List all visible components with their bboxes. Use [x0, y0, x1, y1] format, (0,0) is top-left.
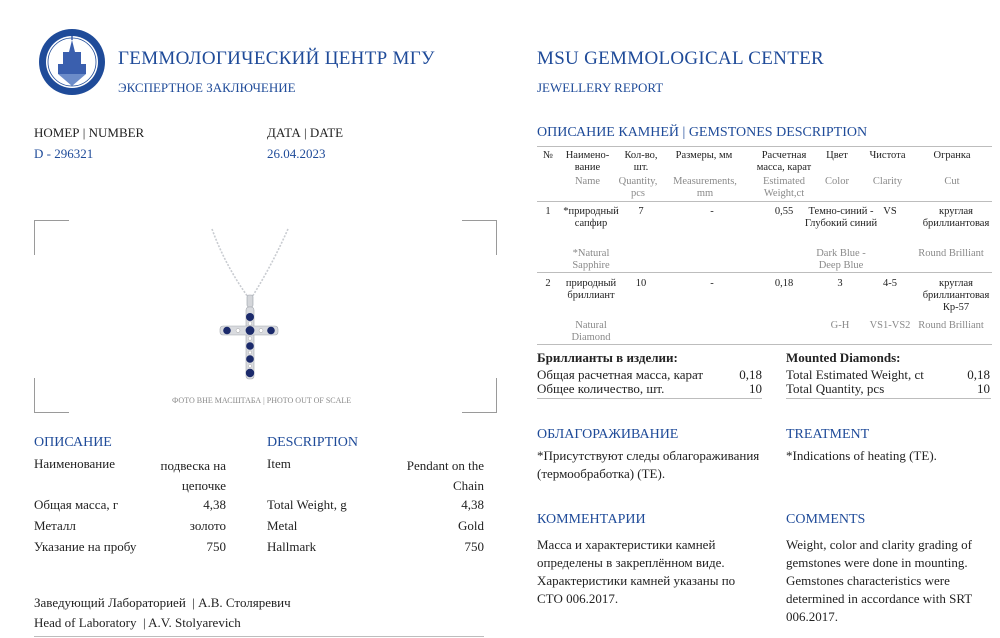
- treatment-ru-text: *Присутствуют следы облагораживания (термообработка) (ТЕ).: [537, 448, 760, 481]
- desc-ru-value: подвеска на цепочке: [160, 458, 226, 493]
- subtitle-ru: ЭКСПЕРТНОЕ ЗАКЛЮЧЕНИЕ: [118, 80, 296, 95]
- number-label: НОМЕР | NUMBER: [34, 125, 145, 140]
- desc-ru-value: 750: [206, 539, 226, 554]
- comments-en-text: Weight, color and clarity grading of gemstones were done in mounting. Gemstones characteristics were determined in accordance with SRT 006.2017.: [786, 537, 972, 624]
- mounted-ru-heading: Бриллианты в изделии:: [537, 350, 678, 365]
- table-cell-color: 3: [837, 278, 843, 289]
- treatment-ru-heading: ОБЛАГОРАЖИВАНИЕ: [537, 427, 679, 442]
- desc-ru-value: 4,38: [203, 497, 226, 512]
- table-header-rule: [537, 201, 992, 202]
- description-ru-heading: ОПИСАНИЕ: [34, 435, 112, 450]
- table-cell-color: Темно-синий - Глубокий синий: [804, 206, 878, 229]
- mounted-ru-value: 0,18: [739, 367, 762, 382]
- signature-divider: [34, 636, 484, 637]
- col-header-qty-en: Quantity, pcs: [618, 176, 658, 199]
- col-header-color: Цвет: [826, 150, 848, 161]
- number-value: D - 296321: [34, 146, 94, 161]
- desc-ru-label: Металл: [34, 518, 76, 533]
- mounted-ru-label: Общая расчетная масса, карат: [537, 367, 704, 382]
- gemstones-heading: ОПИСАНИЕ КАМНЕЙ | GEMSTONES DESCRIPTION: [537, 125, 868, 140]
- desc-en-value: Pendant on the Chain: [406, 458, 484, 493]
- photo-frame-corner: [462, 378, 497, 413]
- desc-en-value: 4,38: [461, 497, 484, 512]
- table-cell-name: *природный сапфир: [563, 206, 619, 229]
- desc-ru-label: Общая масса, г: [34, 497, 119, 512]
- col-header-clarity-en: Clarity: [872, 176, 903, 187]
- col-header-weight-en: Estimated Weight,ct: [763, 176, 805, 199]
- treatment-en-heading: TREATMENT: [786, 427, 870, 442]
- table-row-rule: [537, 272, 992, 273]
- photo-frame-corner: [462, 220, 497, 255]
- comments-ru-heading: КОММЕНТАРИИ: [537, 512, 646, 527]
- title-en: MSU GEMMOLOGICAL CENTER: [537, 48, 824, 69]
- desc-ru-value: золото: [189, 518, 226, 533]
- photo-frame-corner: [34, 220, 69, 255]
- table-top-rule: [537, 146, 992, 147]
- date-label: ДАТА | DATE: [267, 125, 344, 140]
- table-cell-name-en: Natural Diamond: [571, 320, 611, 343]
- desc-en-label: Metal: [267, 518, 298, 533]
- col-header-num: №: [542, 150, 554, 161]
- table-cell-clarity: 4-5: [883, 278, 897, 289]
- col-header-weight: Расчетная масса, карат: [756, 150, 812, 173]
- mounted-en-heading: Mounted Diamonds:: [786, 350, 901, 365]
- mounted-ru-label: Общее количество, шт.: [537, 381, 665, 396]
- desc-en-label: Total Weight, g: [267, 497, 347, 512]
- mounted-en-value: 10: [977, 381, 990, 396]
- table-cell-qty: 10: [635, 278, 647, 289]
- col-header-name-en: Name: [574, 176, 601, 187]
- table-cell-clarity-en: VS1-VS2: [869, 320, 911, 331]
- photo-caption: ФОТО ВНЕ МАСШТАБА | PHOTO OUT OF SCALE: [172, 396, 352, 405]
- table-cell-color-en: G-H: [830, 320, 850, 331]
- desc-ru-label: Указание на пробу: [34, 539, 137, 554]
- desc-ru-label: Наименование: [34, 456, 115, 471]
- mounted-ru-rule: [537, 398, 762, 399]
- title-ru: ГЕММОЛОГИЧЕСКИЙ ЦЕНТР МГУ: [118, 48, 435, 69]
- pendant-photo: [200, 225, 300, 390]
- date-value: 26.04.2023: [267, 146, 326, 161]
- table-bottom-rule: [537, 344, 992, 345]
- table-cell-clarity: VS: [883, 206, 897, 217]
- table-cell-cut: круглая бриллиантовая: [922, 206, 990, 229]
- col-header-size-en: Measurements, mm: [673, 176, 737, 199]
- table-cell-cut: круглая бриллиантовая Кр-57: [922, 278, 990, 313]
- mounted-en-label: Total Quantity, pcs: [786, 381, 885, 396]
- col-header-color-en: Color: [825, 176, 849, 187]
- description-en-heading: DESCRIPTION: [267, 435, 359, 450]
- col-header-cut: Огранка: [933, 150, 971, 161]
- table-cell-num: 1: [545, 206, 551, 217]
- photo-frame-corner: [34, 378, 69, 413]
- desc-en-label: Hallmark: [267, 539, 317, 554]
- desc-en-value: Gold: [458, 518, 484, 533]
- desc-en-value: 750: [464, 539, 484, 554]
- table-cell-weight: 0,18: [774, 278, 794, 289]
- table-cell-cut-en: Round Brilliant: [918, 320, 984, 331]
- table-cell-name-en: *Natural Sapphire: [572, 248, 610, 271]
- table-cell-cut-en: Round Brilliant: [918, 248, 984, 259]
- table-cell-size: -: [710, 206, 714, 217]
- msu-seal-logo: [38, 28, 106, 96]
- table-cell-color-en: Dark Blue - Deep Blue: [816, 248, 866, 271]
- desc-en-label: Item: [267, 456, 291, 471]
- table-cell-qty: 7: [638, 206, 644, 217]
- table-cell-weight: 0,55: [774, 206, 794, 217]
- subtitle-en: JEWELLERY REPORT: [537, 80, 664, 95]
- comments-en-heading: COMMENTS: [786, 512, 866, 527]
- col-header-name: Наимено-вание: [565, 150, 610, 173]
- mounted-en-rule: [786, 398, 991, 399]
- treatment-en-text: *Indications of heating (TE).: [786, 448, 937, 463]
- mounted-en-value: 0,18: [967, 367, 990, 382]
- signature-ru: Заведующий Лабораторией | А.В. Столяревич: [34, 595, 291, 610]
- mounted-ru-value: 10: [749, 381, 762, 396]
- table-cell-size: -: [710, 278, 714, 289]
- col-header-qty: Кол-во, шт.: [624, 150, 658, 173]
- col-header-clarity: Чистота: [869, 150, 906, 161]
- mounted-en-label: Total Estimated Weight, ct: [786, 367, 924, 382]
- col-header-cut-en: Cut: [944, 176, 960, 187]
- table-cell-name: природный бриллиант: [565, 278, 617, 301]
- comments-ru-text: Масса и характеристики камней определены в закреплённом виде. Характеристики камней указаны по СТО 006.2017.: [537, 537, 736, 606]
- signature-en: Head of Laboratory | A.V. Stolyarevich: [34, 615, 241, 630]
- table-cell-num: 2: [545, 278, 551, 289]
- col-header-size: Размеры, мм: [675, 150, 733, 161]
